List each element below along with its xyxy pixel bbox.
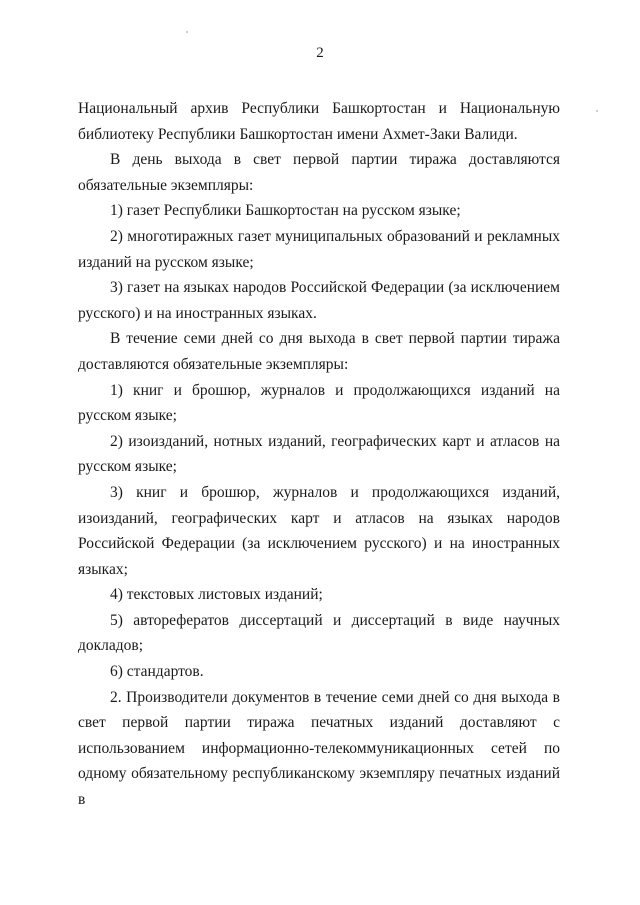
paragraph-item-text-sheets: 4) текстовых листовых изданий; [110, 586, 323, 604]
paragraph-item-books-russian: 1) книг и брошюр, журналов и продолжающихся изданий на русском языке; [78, 381, 560, 425]
scan-speck [596, 110, 598, 112]
paragraph-item-national-languages-newspapers: 3) газет на языках народов Российской Федерации (за исключением русского) и на иностранных языках. [78, 279, 560, 322]
paragraph-item-books-national-languages: 3) книг и брошюр, журналов и продолжающихся изданий, изоизданий, географических карт и атласов на языках народов Российской Федерации (за исключением русского) и на иностранных языках; [78, 483, 560, 578]
paragraph-item-dissertations: 5) авторефератов диссертаций и диссертаций в виде научных докладов; [78, 611, 560, 655]
paragraph-item-standards: 6) стандартов. [110, 663, 204, 681]
paragraph-producers-electronic: 2. Производители документов в течение семи дней со дня выхода в свет первой партии тиража печатных изданий доставляют с использованием информационно-телекоммуникационных сетей по одному обязательному республиканскому экземпляру печатных изданий в [78, 688, 560, 809]
paragraph-item-municipal-newspapers: 2) многотиражных газет муниципальных образований и рекламных изданий на русском языке; [78, 227, 560, 271]
document-body [78, 96, 560, 813]
paragraph-item-newspapers-republic: 1) газет Республики Башкортостан на русском языке; [110, 202, 461, 220]
paragraph-item-art-music-maps: 2) изоизданий, нотных изданий, географических карт и атласов на русском языке; [78, 432, 560, 476]
paragraph-release-day: В день выхода в свет первой партии тиража доставляются обязательные экземпляры: [78, 151, 560, 194]
page-number: 2 [316, 45, 324, 61]
paragraph-archive-library: Национальный архив Республики Башкортостан и Национальную библиотеку Республики Башкортостан имени Ахмет-Заки Валиди. [78, 100, 560, 143]
paragraph-seven-days: В течение семи дней со дня выхода в свет первой партии тиража доставляются обязательные экземпляры: [78, 330, 560, 373]
scan-speck [186, 31, 188, 33]
